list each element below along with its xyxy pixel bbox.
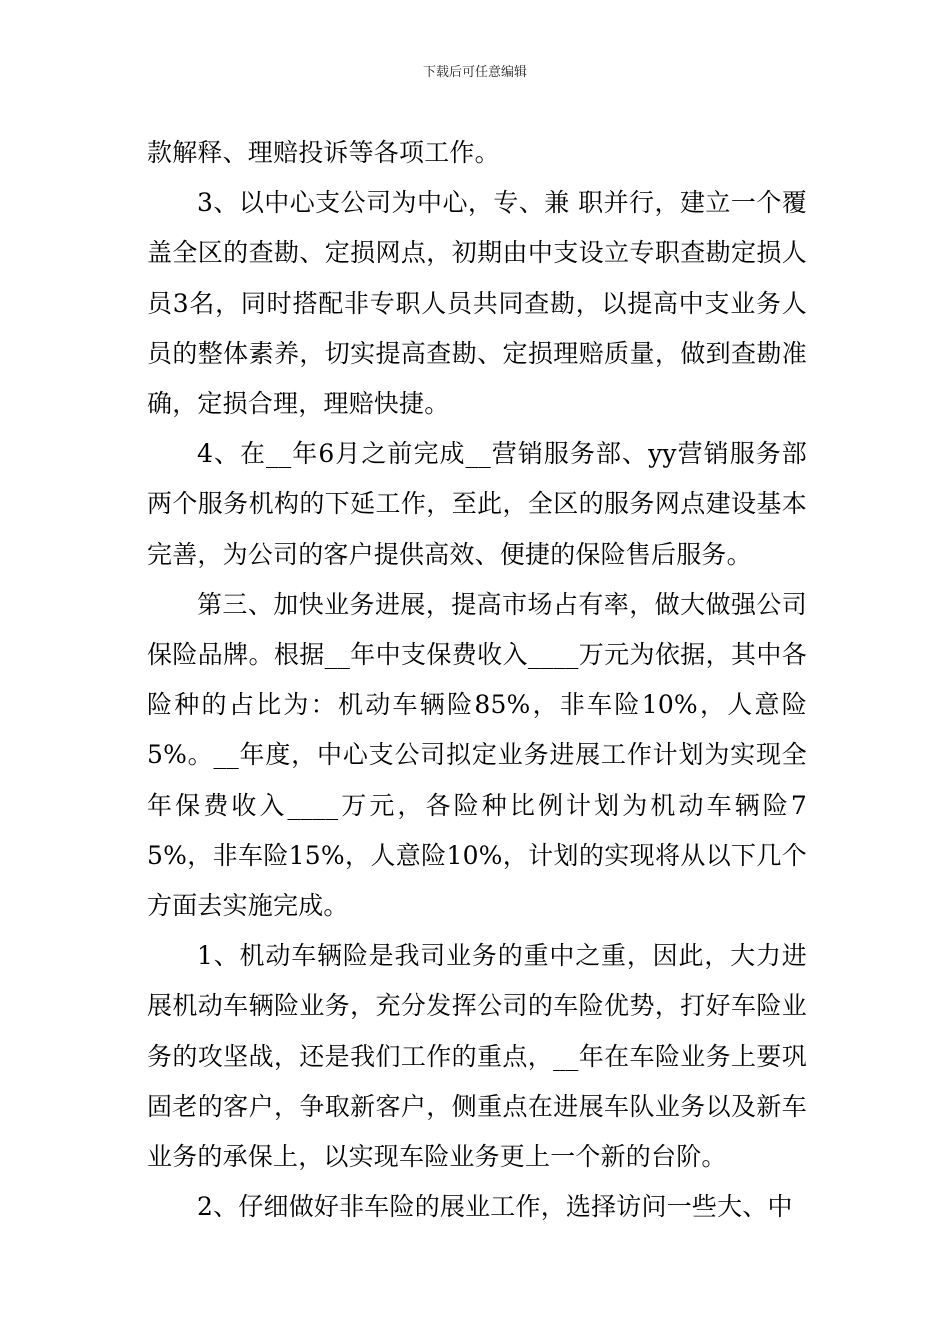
paragraph-section-three: 第三、加快业务进展，提高市场占有率，做大做强公司保险品牌。根据__年中支保费收入____万元为依据，其中各险种的占比为：机动车辆险85%，非车险10%，人意险5%。__年度，中心支公司拟定业务进展工作计划为实现全年保费收入____万元，各险种比例计划为机动车辆险75%，非车险15%，人意险10%，计划的实现将从以下几个方面去实施完成。 [147, 589, 807, 921]
paragraph-item-1: 1、机动车辆险是我司业务的重中之重，因此，大力进展机动车辆险业务，充分发挥公司的车险优势，打好车险业务的攻坚战，还是我们工作的重点，__年在车险业务上要巩固老的客户，争取新客户，侧重点在进展车队业务以及新车业务的承保上，以实现车险业务更上一个新的台阶。 [147, 941, 807, 1172]
paragraph-item-2: 2、仔细做好非车险的展业工作，选择访问一些大、中 [197, 1192, 793, 1222]
paragraph-item-3: 3、以中心支公司为中心，专、兼 职并行，建立一个覆盖全区的查勘、定损网点，初期由中支设立专职查勘定损人员3名，同时搭配非专职人员共同查勘，以提高中支业务人员的整体素养，切实提高查勘、定损理赔质量，做到查勘准确，定损合理，理赔快捷。 [147, 188, 807, 419]
document-body [147, 128, 807, 1232]
page-header [0, 64, 950, 82]
header-text: 下载后可任意编辑 [422, 65, 527, 80]
paragraph-item-4: 4、在__年6月之前完成__营销服务部、yy营销服务部两个服务机构的下延工作，至此，全区的服务网点建设基本完善，为公司的客户提供高效、便捷的保险售后服务。 [147, 439, 807, 569]
paragraph-continuation: 款解释、理赔投诉等各项工作。 [147, 138, 500, 167]
